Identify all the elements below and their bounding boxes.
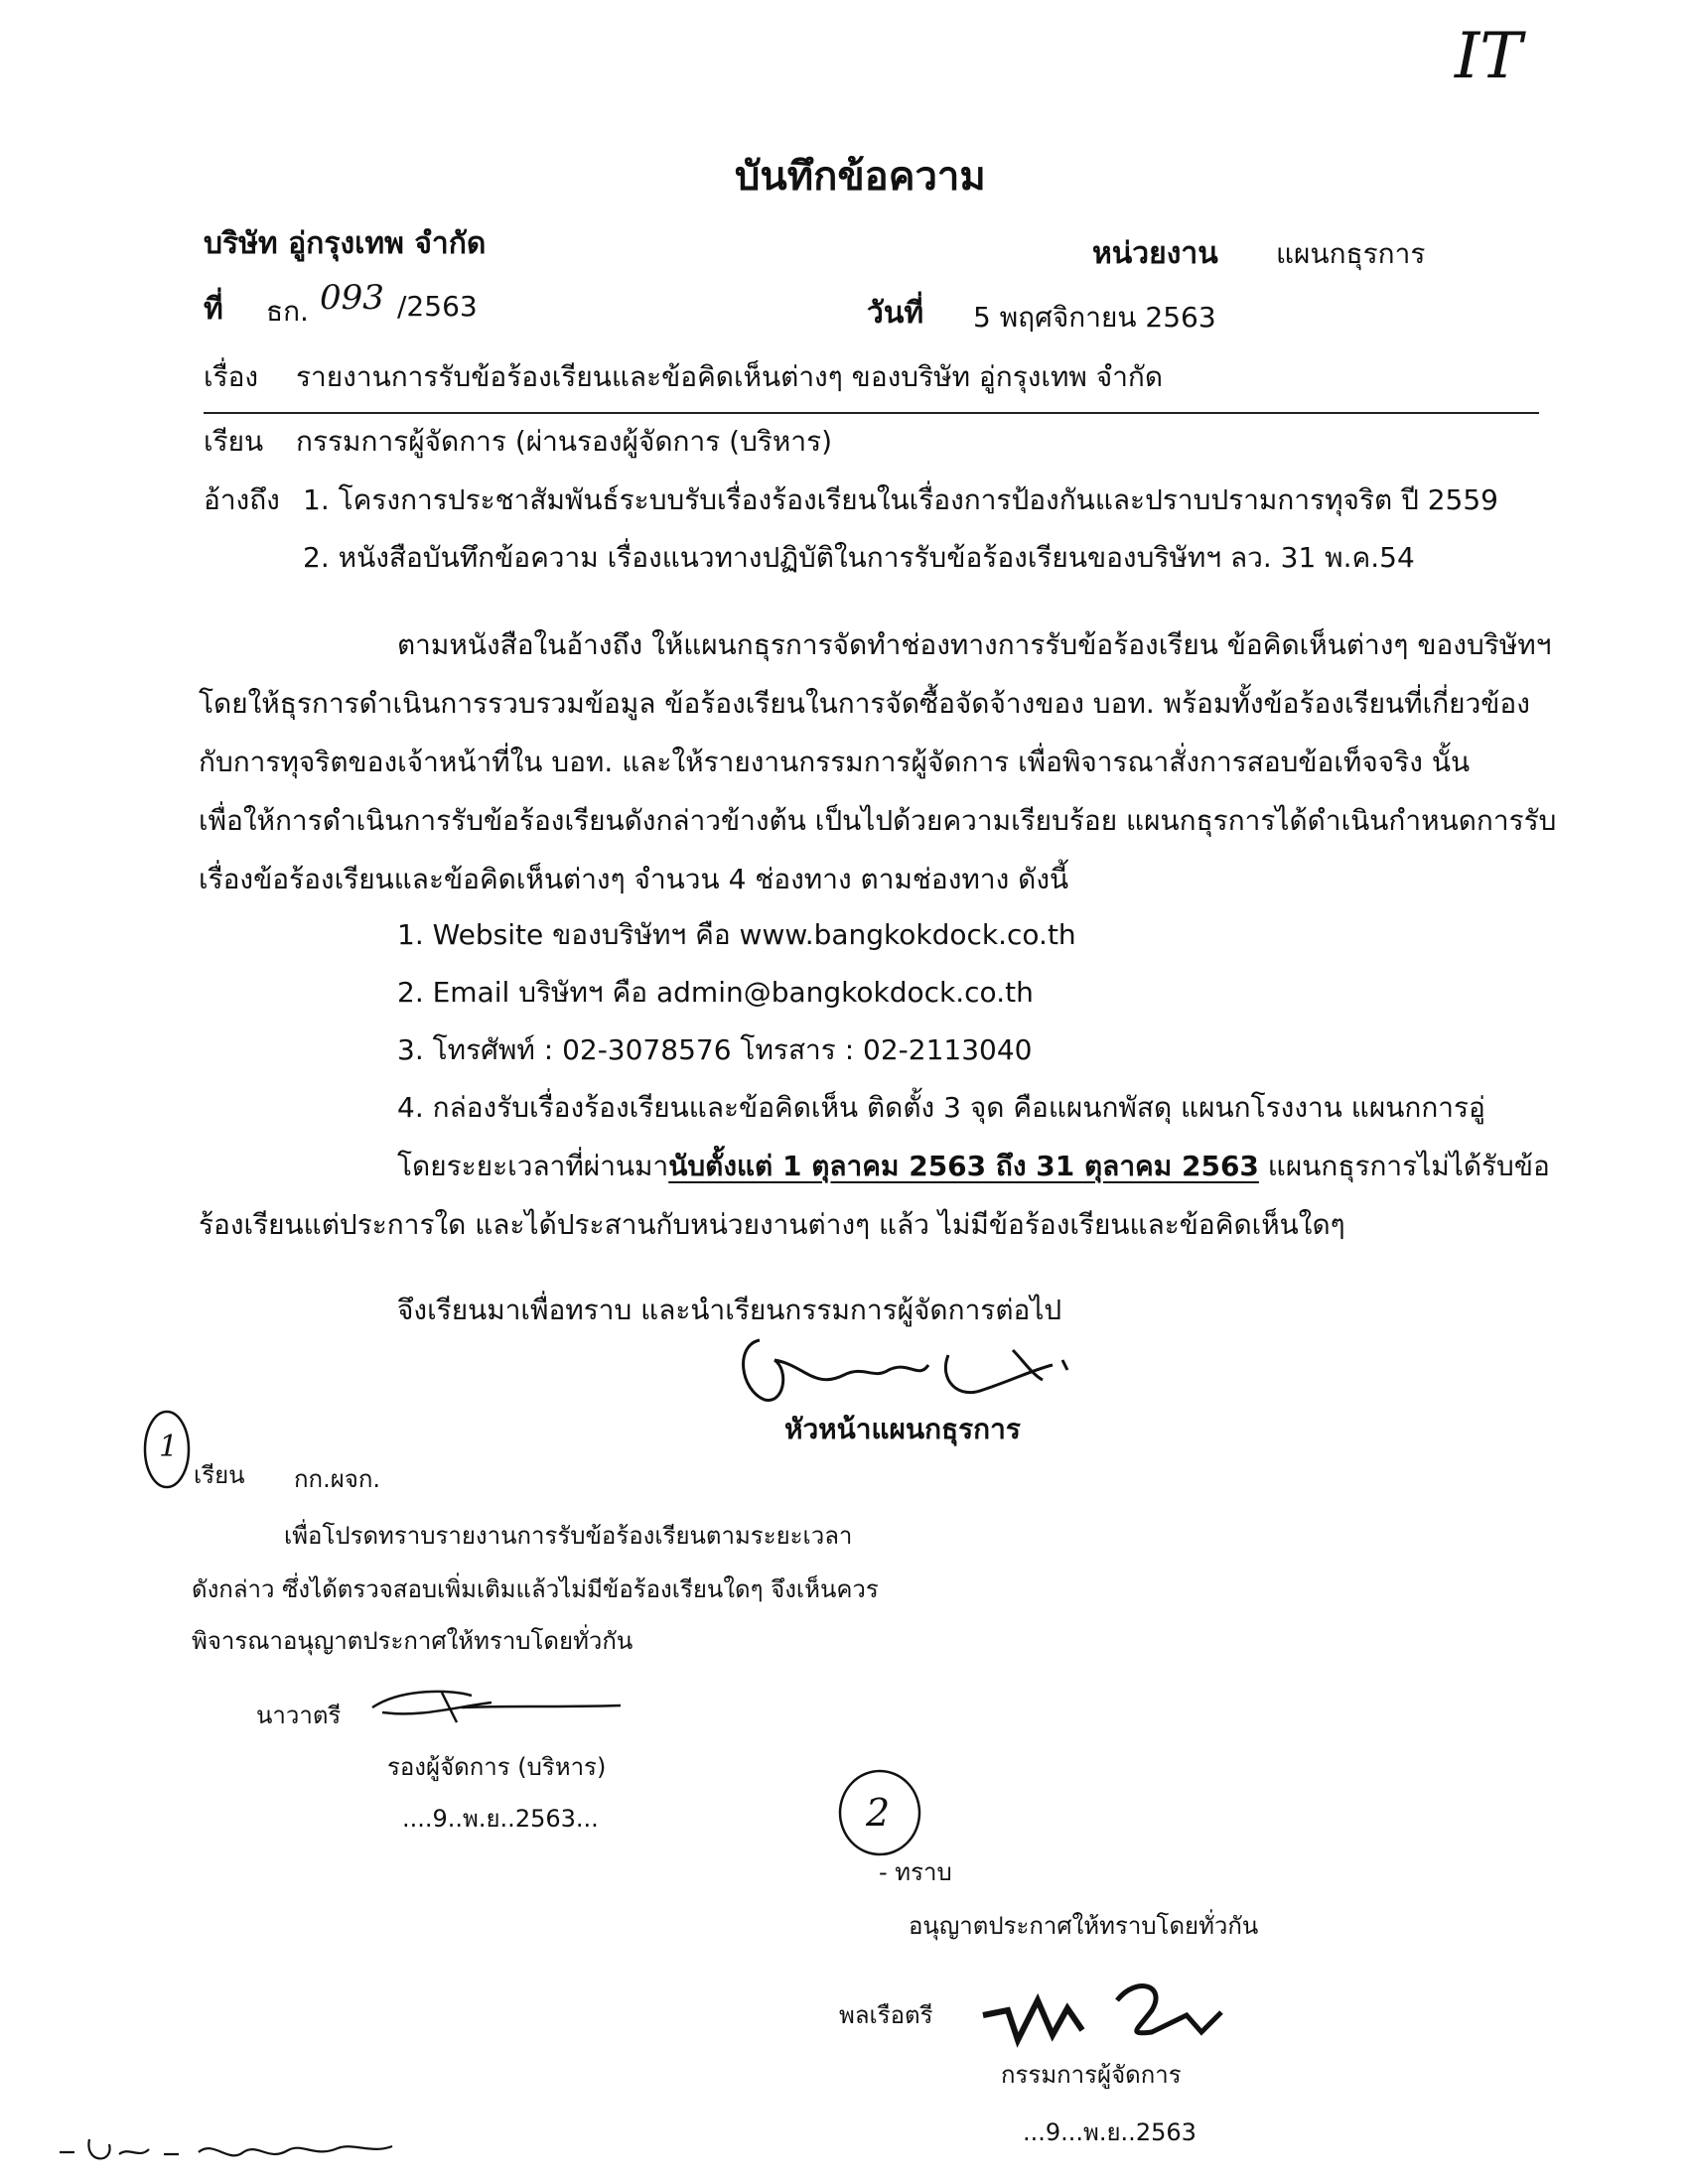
ref-handwritten-number: 093 [320,278,384,318]
handwritten-annotation-bottom [55,2124,412,2179]
paragraph2-rest: แผนกธุรการไม่ได้รับข้อ [1258,1150,1550,1182]
channel-item: 2. Email บริษัทฯ คือ admin@bangkokdock.co.th [397,976,1034,1009]
reference-item-2: 2. หนังสือบันทึกข้อความ เรื่องแนวทางปฏิบัติในการรับข้อร้องเรียนของบริษัทฯ ลว. 31 พ.ค.54 [303,541,1415,574]
subject-text: รายงานการรับข้อร้องเรียนและข้อคิดเห็นต่างๆ ของบริษัท อู่กรุงเทพ จำกัด [296,360,1164,393]
note1-position: รองผู้จัดการ (บริหาร) [387,1753,607,1781]
note1-rank: นาวาตรี [256,1702,342,1729]
reporting-period: นับตั้งแต่ 1 ตุลาคม 2563 ถึง 31 ตุลาคม 2563 [668,1150,1259,1182]
paragraph2-line2: ร้องเรียนแต่ประการใด และได้ประสานกับหน่วยงานต่างๆ แล้ว ไม่มีข้อร้องเรียนและข้อคิดเห็นใดๆ [199,1208,1345,1241]
ref-suffix: /2563 [397,290,478,323]
note2-position: กรรมการผู้จัดการ [1001,2061,1182,2089]
department-label: หน่วยงาน [1092,236,1218,271]
paragraph1-line: กับการทุจริตของเจ้าหน้าที่ใน บอท. และให้รายงานกรรมการผู้จัดการ เพื่อพิจารณาสั่งการสอบข้อเท็จจริง นั้น [199,746,1471,778]
header-divider [204,412,1539,414]
note1-to: กก.ผจก. [294,1465,380,1493]
to-text: กรรมการผู้จัดการ (ผ่านรองผู้จัดการ (บริหาร) [296,425,833,458]
closing-line: จึงเรียนมาเพื่อทราบ และนำเรียนกรรมการผู้จัดการต่อไป [397,1294,1062,1326]
to-label: เรียน [204,425,264,458]
paragraph1-line: ตามหนังสือในอ้างถึง ให้แผนกธุรการจัดทำช่องทางการรับข้อร้องเรียน ข้อคิดเห็นต่างๆ ของบริษัทฯ [397,628,1552,661]
signer1-title: หัวหน้าแผนกธุรการ [784,1413,1021,1445]
signature-2 [362,1678,631,1737]
date-value: 5 พฤศจิกายน 2563 [973,301,1216,334]
note2-line2: อนุญาตประกาศให้ทราบโดยทั่วกัน [909,1912,1259,1940]
paragraph2-lead: โดยระยะเวลาที่ผ่านมา [397,1150,669,1182]
signature-1 [715,1320,1082,1420]
note2-rank: พลเรือตรี [839,2001,933,2029]
circle-mark-2-number: 2 [866,1791,891,1835]
paragraph1-line: เพื่อให้การดำเนินการรับข้อร้องเรียนดังกล่าวข้างต้น เป็นไปด้วยความเรียบร้อย แผนกธุรการได้ดำเนินกำหนดการรับ [199,804,1557,837]
ref-prefix: ธก. [266,295,309,328]
document-title: บันทึกข้อความ [735,154,986,200]
circle-mark-1-number: 1 [159,1430,179,1464]
reference-item-1: 1. โครงการประชาสัมพันธ์ระบบรับเรื่องร้องเรียนในเรื่องการป้องกันและปราบปรามการทุจริต ปี 2559 [303,483,1498,516]
note1-line: เพื่อโปรดทราบรายงานการรับข้อร้องเรียนตามระยะเวลา [284,1522,853,1550]
paragraph2-line1 [397,1145,1550,1188]
channel-item: 1. Website ของบริษัทฯ คือ www.bangkokdock.co.th [397,918,1076,951]
note1-line: ดังกล่าว ซึ่งได้ตรวจสอบเพิ่มเติมแล้วไม่มีข้อร้องเรียนใดๆ จึงเห็นควร [192,1575,879,1603]
note2-line1: - ทราบ [879,1858,952,1886]
note1-label: เรียน [194,1461,245,1489]
note1-line: พิจารณาอนุญาตประกาศให้ทราบโดยทั่วกัน [192,1627,633,1655]
department-value: แผนกธุรการ [1276,237,1426,270]
note1-date: ....9..พ.ย..2563... [402,1805,599,1833]
paragraph1-line: โดยให้ธุรการดำเนินการรวบรวมข้อมูล ข้อร้องเรียนในการจัดซื้อจัดจ้างของ บอท. พร้อมทั้งข้อร้องเรียนที่เกี่ยวข้อง [199,687,1530,720]
company-name: บริษัท อู่กรุงเทพ จำกัด [204,226,487,261]
note2-date: ...9...พ.ย..2563 [1023,2118,1196,2146]
subject-label: เรื่อง [204,360,259,393]
channel-item: 4. กล่องรับเรื่องร้องเรียนและข้อคิดเห็น ติดตั้ง 3 จุด คือแผนกพัสดุ แผนกโรงงาน แผนกการอู่ [397,1091,1485,1124]
channel-item: 3. โทรศัพท์ : 02-3078576 โทรสาร : 02-2113040 [397,1033,1033,1066]
date-label: วันที่ [867,296,924,331]
references-label: อ้างถึง [204,483,280,516]
corner-handwritten-mark: IT [1455,20,1522,93]
ref-label: ที่ [204,292,223,327]
paragraph1-line: เรื่องข้อร้องเรียนและข้อคิดเห็นต่างๆ จำนวน 4 ช่องทาง ตามช่องทาง ดังนี้ [199,863,1069,895]
signature-3 [978,1971,1236,2050]
